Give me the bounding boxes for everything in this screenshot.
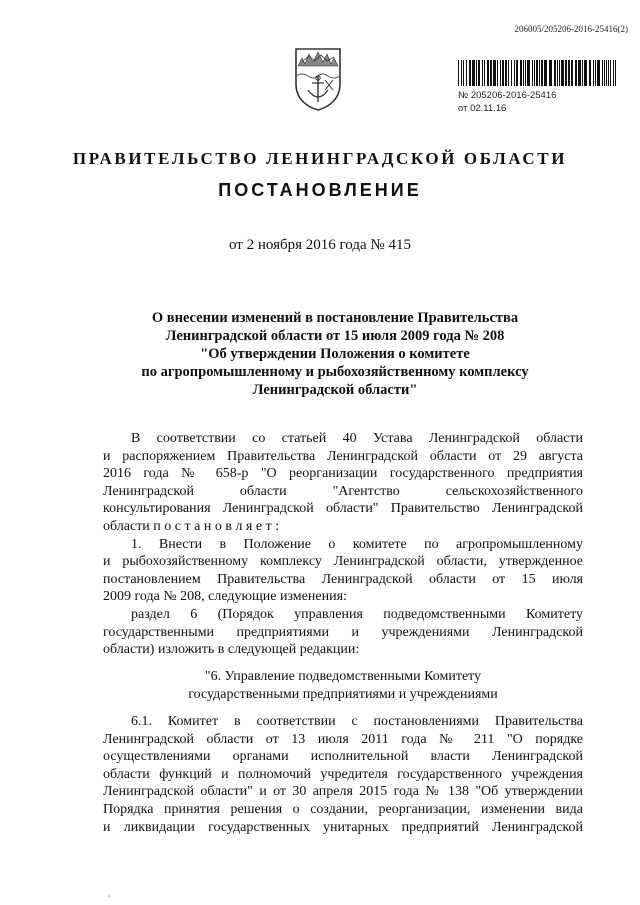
section-title-line: "6. Управление подведомственными Комитету (204, 669, 482, 684)
text-line: постановлением Правительства Ленинградской области от 15 июля (103, 571, 583, 587)
text-line: Ленинградской области" и от 30 апреля 2015 года № 138 "Об утверждении (103, 784, 583, 800)
text-line: и рыбохозяйственному комплексу Ленинградской области, утвержденное (103, 554, 583, 570)
text-line: В соответствии со статьей 40 Устава Ленинградской области (131, 431, 583, 446)
registration-date: от 02.11.16 (458, 103, 507, 114)
registration-number: № 205206-2016-25416 (458, 90, 557, 101)
text-line: 2016 года № 658-р "О реорганизации государственного предприятия (103, 466, 583, 482)
title-line: Ленинградской области" (252, 382, 418, 398)
title-line: по агропромышленному и рыбохозяйственному комплексу (141, 364, 529, 380)
text-line: 6.1. Комитет в соответствии с постановлениями Правительства (131, 714, 583, 729)
document-date-number: от 2 ноября 2016 года № 415 (229, 237, 411, 253)
text-line: консультирования Ленинградской области" Правительство Ленинградской (103, 501, 583, 517)
coat-of-arms-icon (293, 46, 343, 112)
text-line: 2009 года № 208, следующие изменения: (103, 589, 347, 605)
issuing-authority: ПРАВИТЕЛЬСТВО ЛЕНИНГРАДСКОЙ ОБЛАСТИ (72, 149, 568, 168)
text-line: области функций и полномочий учредителя государственного учреждения (103, 766, 583, 782)
section-title-line: государственными предприятиями и учреждениями (188, 686, 498, 702)
text-line: области) изложить в следующей редакции: (103, 642, 360, 658)
section-title (103, 668, 583, 703)
text-line: государственными предприятиями и учреждениями Ленинградской (103, 624, 583, 640)
title-line: О внесении изменений в постановление Правительства (151, 310, 519, 326)
text-line: Ленинградской области от 13 июля 2011 года № 211 "О порядке (103, 731, 583, 747)
barcode-icon (458, 60, 618, 86)
scan-mark: · (108, 892, 111, 901)
text-line: и ликвидации государственных унитарных предприятий Ленинградской (103, 819, 583, 835)
document-type: ПОСТАНОВЛЕНИЕ (218, 180, 422, 200)
document-id: 206005/205206-2016-25416(2) (514, 24, 628, 34)
text-line: Ленинградской области "Агентство сельскохозяйственного (103, 483, 583, 499)
preamble-paragraph (103, 430, 583, 659)
text-line: области п о с т а н о в л я е т : (103, 518, 280, 534)
document-title (130, 309, 540, 399)
title-line: "Об утверждении Положения о комитете (200, 346, 470, 362)
text-line: 1. Внести в Положение о комитете по агропромышленному (131, 536, 583, 552)
text-line: раздел 6 (Порядок управления подведомственными Комитету (131, 606, 583, 622)
title-line: Ленинградской области от 15 июля 2009 года № 208 (165, 328, 505, 344)
clause-paragraph (103, 713, 583, 836)
text-line: и распоряжением Правительства Ленинградской области от 29 августа (103, 448, 583, 464)
text-line: Порядка принятия решения о создании, реорганизации, изменении вида (103, 801, 583, 817)
text-line: осуществлениями органами исполнительной власти Ленинградской (103, 749, 583, 765)
